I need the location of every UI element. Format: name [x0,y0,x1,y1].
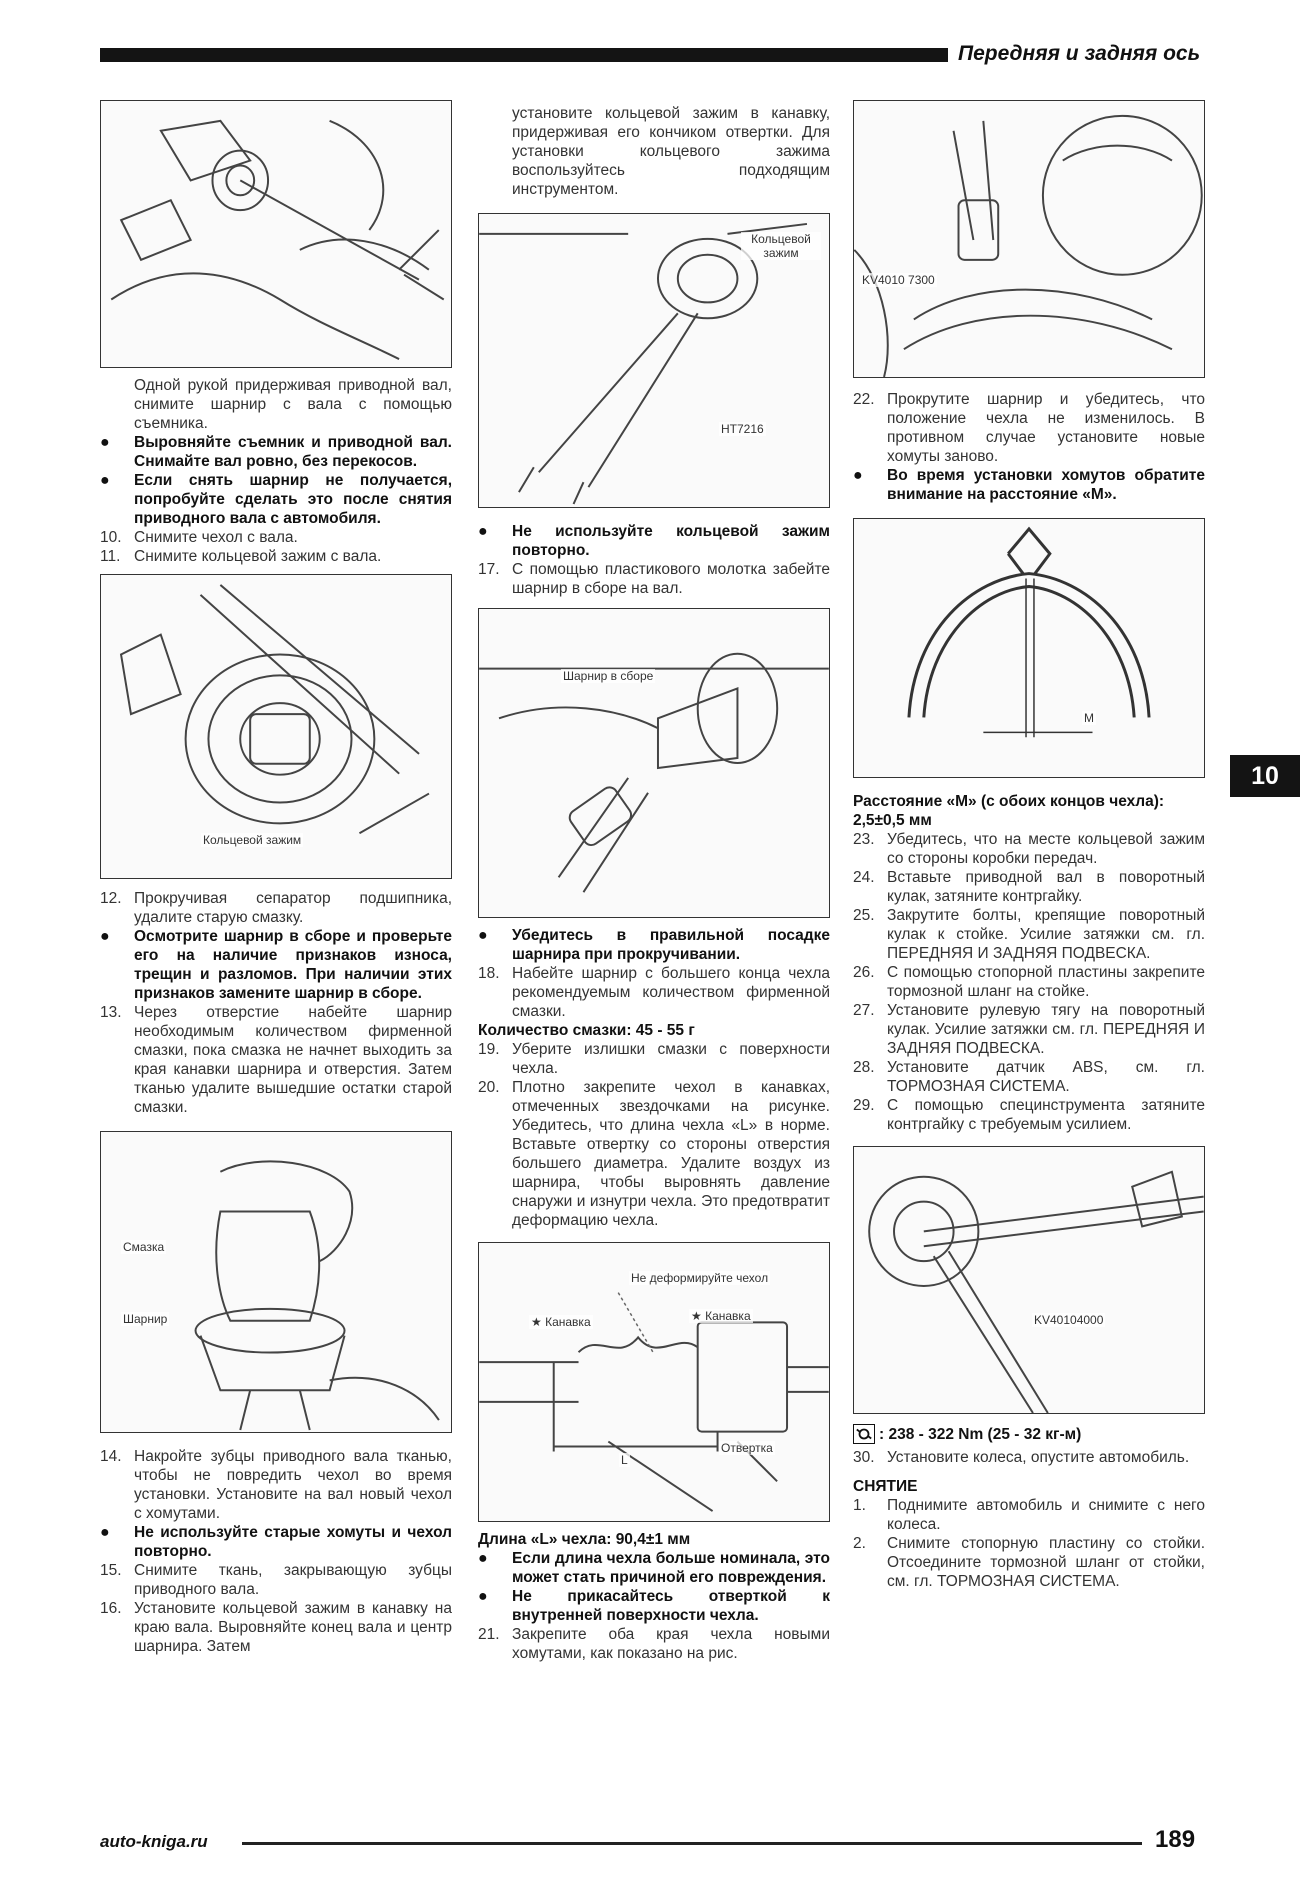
step-18: 18. Набейте шарнир с большего конца чехла рекомендуемым количеством фирменной смазки. [478,965,830,1020]
header-bar [100,48,948,62]
figure-label-length-l: L [621,1453,628,1467]
figure-label-tool-ht7216: HT7216 [721,422,764,436]
step-25: 25. Закрутите болты, крепящие поворотный кулак к стойке. Усилие затяжки см. гл. ПЕРЕДНЯЯ И ЗАДНЯЯ ПОДВЕСКА. [853,907,1205,962]
note-remove-off-car: ● Если снять шарнир не получается, попробуйте сделать это после снятия приводного вала с автомобиля. [100,472,452,527]
figure-clamp-tool [853,100,1205,378]
figure-puller-removal [100,100,452,368]
figure-label-joint: Шарнир [123,1312,168,1326]
column-2 [478,100,830,1663]
note-align-puller: ● Выровняйте съемник и приводной вал. Снимайте вал ровно, без перекосов. [100,434,452,470]
figure-snap-ring [100,574,452,879]
figure-label-tool-kv40107300: KV4010 7300 [862,273,935,287]
step-12: 12. Прокручивая сепаратор подшипника, удалите старую смазку. [100,890,452,926]
bullet-icon: ● [478,1588,488,1605]
bullet-icon: ● [478,927,488,944]
step-15: 15. Снимите ткань, закрывающую зубцы приводного вала. [100,1562,452,1598]
step-19: 19. Уберите излишки смазки с поверхности чехла. [478,1041,830,1077]
figure-snap-ring-pliers [478,213,830,508]
bullet-icon: ● [100,928,110,945]
bullet-icon: ● [853,467,863,484]
distance-m-spec: Расстояние «М» (с обоих концов чехла): 2,5±0,5 мм [853,793,1165,829]
torque-spec: : 238 - 322 Nm (25 - 32 кг-м) [853,1424,1205,1444]
figure-label-snap-ring: Кольцевой зажим [741,232,821,260]
figure-label-joint-assembly: Шарнир в сборе [563,669,654,683]
page-header-title: Передняя и задняя ось [958,42,1201,65]
note-no-touch-inside: ● Не прикасайтесь отверткой к внутренней поверхности чехла. [478,1588,830,1624]
figure-label-no-deform: Не деформируйте чехол [631,1271,769,1285]
step-14: 14. Накройте зубцы приводного вала тканью, чтобы не повредить чехол во время установки. Установите на вал новый чехол с хомутами. [100,1448,452,1522]
removal-step-1: 1. Поднимите автомобиль и снимите с него колеса. [853,1497,1205,1533]
figure-clamp-distance [853,518,1205,778]
clamp-distance-diagram [854,519,1204,777]
figure-grease-joint [100,1131,452,1433]
page-number: 189 [1155,1826,1196,1853]
bullet-icon: ● [478,523,488,540]
clamp-tool-illustration [854,101,1204,377]
grease-amount: Количество смазки: 45 - 55 г [478,1022,695,1039]
figure-label-grease: Смазка [123,1240,165,1254]
step-20: 20. Плотно закрепите чехол в канавках, отмеченных звездочками на рисунке. Убедитесь, что длина чехла «L» в норме. Вставьте отвертку со стороны отверстия большего диаметра. Удалите воздух из шарнира, чтобы выровнять давление снаружи и изнутри чехла. Это предотвратит деформацию чехла. [478,1079,830,1229]
bullet-icon: ● [100,434,110,451]
bullet-icon: ● [478,1550,488,1567]
figure-label-groove-1: ★ Канавка [531,1315,591,1329]
removal-step-2: 2. Снимите стопорную пластину со стойки. Отсоедините тормозной шланг от стойки, см. гл. ТОРМОЗНАЯ СИСТЕМА. [853,1535,1205,1590]
step-26: 26. С помощью стопорной пластины закрепите тормозной шланг на стойке. [853,964,1205,1000]
text-puller-removal: Одной рукой придерживая приводной вал, снимите шарнир с вала с помощью съемника. [134,377,452,432]
joint-assembly-illustration [479,609,829,917]
column-1 [100,100,452,1656]
step-30: 30. Установите колеса, опустите автомобиль. [853,1449,1190,1466]
step-23: 23. Убедитесь, что на месте кольцевой зажим со стороны коробки передач. [853,831,1205,867]
step-16: 16. Установите кольцевой зажим в канавку на краю вала. Выровняйте конец вала и центр шарнира. Затем [100,1600,452,1655]
step-13: 13. Через отверстие набейте шарнир необходимым количеством фирменной смазки, пока смазка не начнет выходить за края канавки шарнира и отверстия. Затем тканью удалите вышедшие остатки старой смазки. [100,1004,452,1116]
figure-locknut-torque [853,1146,1205,1414]
step-21: 21. Закрепите оба края чехла новыми хомутами, как показано на рис. [478,1626,830,1662]
figure-boot-length [478,1242,830,1522]
footer-site: auto-kniga.ru [100,1832,208,1851]
bullet-icon: ● [100,1524,110,1541]
note-no-reuse-snap-ring: ● Не используйте кольцевой зажим повторно. [478,523,830,559]
figure-label-snap-ring: Кольцевой зажим [203,833,302,847]
step-24: 24. Вставьте приводной вал в поворотный кулак, затяните контргайку. [853,869,1205,905]
note-no-reuse-clamps: ● Не используйте старые хомуты и чехол повторно. [100,1524,452,1560]
boot-length-spec: Длина «L» чехла: 90,4±1 мм [478,1531,691,1548]
section-heading-removal: СНЯТИЕ [853,1478,918,1495]
step-11: 11. Снимите кольцевой зажим с вала. [100,548,382,565]
step-10: 10. Снимите чехол с вала. [100,529,298,546]
bullet-icon: ● [100,472,110,489]
torque-wrench-illustration [854,1147,1204,1413]
step-27: 27. Установите рулевую тягу на поворотный кулак. Усилие затяжки см. гл. ПЕРЕДНЯЯ И ЗАДНЯЯ ПОДВЕСКА. [853,1002,1205,1057]
figure-label-screwdriver: Отвертка [721,1441,773,1455]
figure-joint-assembly [478,608,830,918]
note-check-fit: ● Убедитесь в правильной посадке шарнира при прокручивании. [478,927,830,963]
step-17: 17. С помощью пластикового молотка забейте шарнир в сборе на вал. [478,561,830,597]
note-distance-m: ● Во время установки хомутов обратите внимание на расстояние «М». [853,467,1205,503]
step-22: 22. Прокрутите шарнир и убедитесь, что положение чехла не изменилось. В противном случае установите новые хомуты заново. [853,391,1205,465]
footer-rule [242,1842,1142,1845]
grease-illustration [101,1132,451,1432]
note-inspect-joint: ● Осмотрите шарнир в сборе и проверьте его на наличие признаков износа, трещин и разломов. При наличии этих признаков замените шарнир в сборе. [100,928,452,1002]
torque-wrench-icon [853,1424,875,1444]
step-29: 29. С помощью специнструмента затяните контргайку с требуемым усилием. [853,1097,1205,1133]
column-3 [853,100,1205,1591]
puller-illustration [101,101,451,367]
figure-label-groove-2: ★ Канавка [691,1309,751,1323]
step-28: 28. Установите датчик ABS, см. гл. ТОРМОЗНАЯ СИСТЕМА. [853,1059,1205,1095]
text-step16-continued: установите кольцевой зажим в канавку, придерживая его кончиком отвертки. Для установки кольцевого зажима воспользуйтесь подходящим инструментом. [512,105,830,198]
figure-label-m: M [1084,711,1094,725]
note-boot-too-long: ● Если длина чехла больше номинала, это может стать причиной его повреждения. [478,1550,830,1586]
figure-label-tool-kv40104000: KV40104000 [1034,1313,1104,1327]
chapter-tab: 10 [1230,755,1300,797]
